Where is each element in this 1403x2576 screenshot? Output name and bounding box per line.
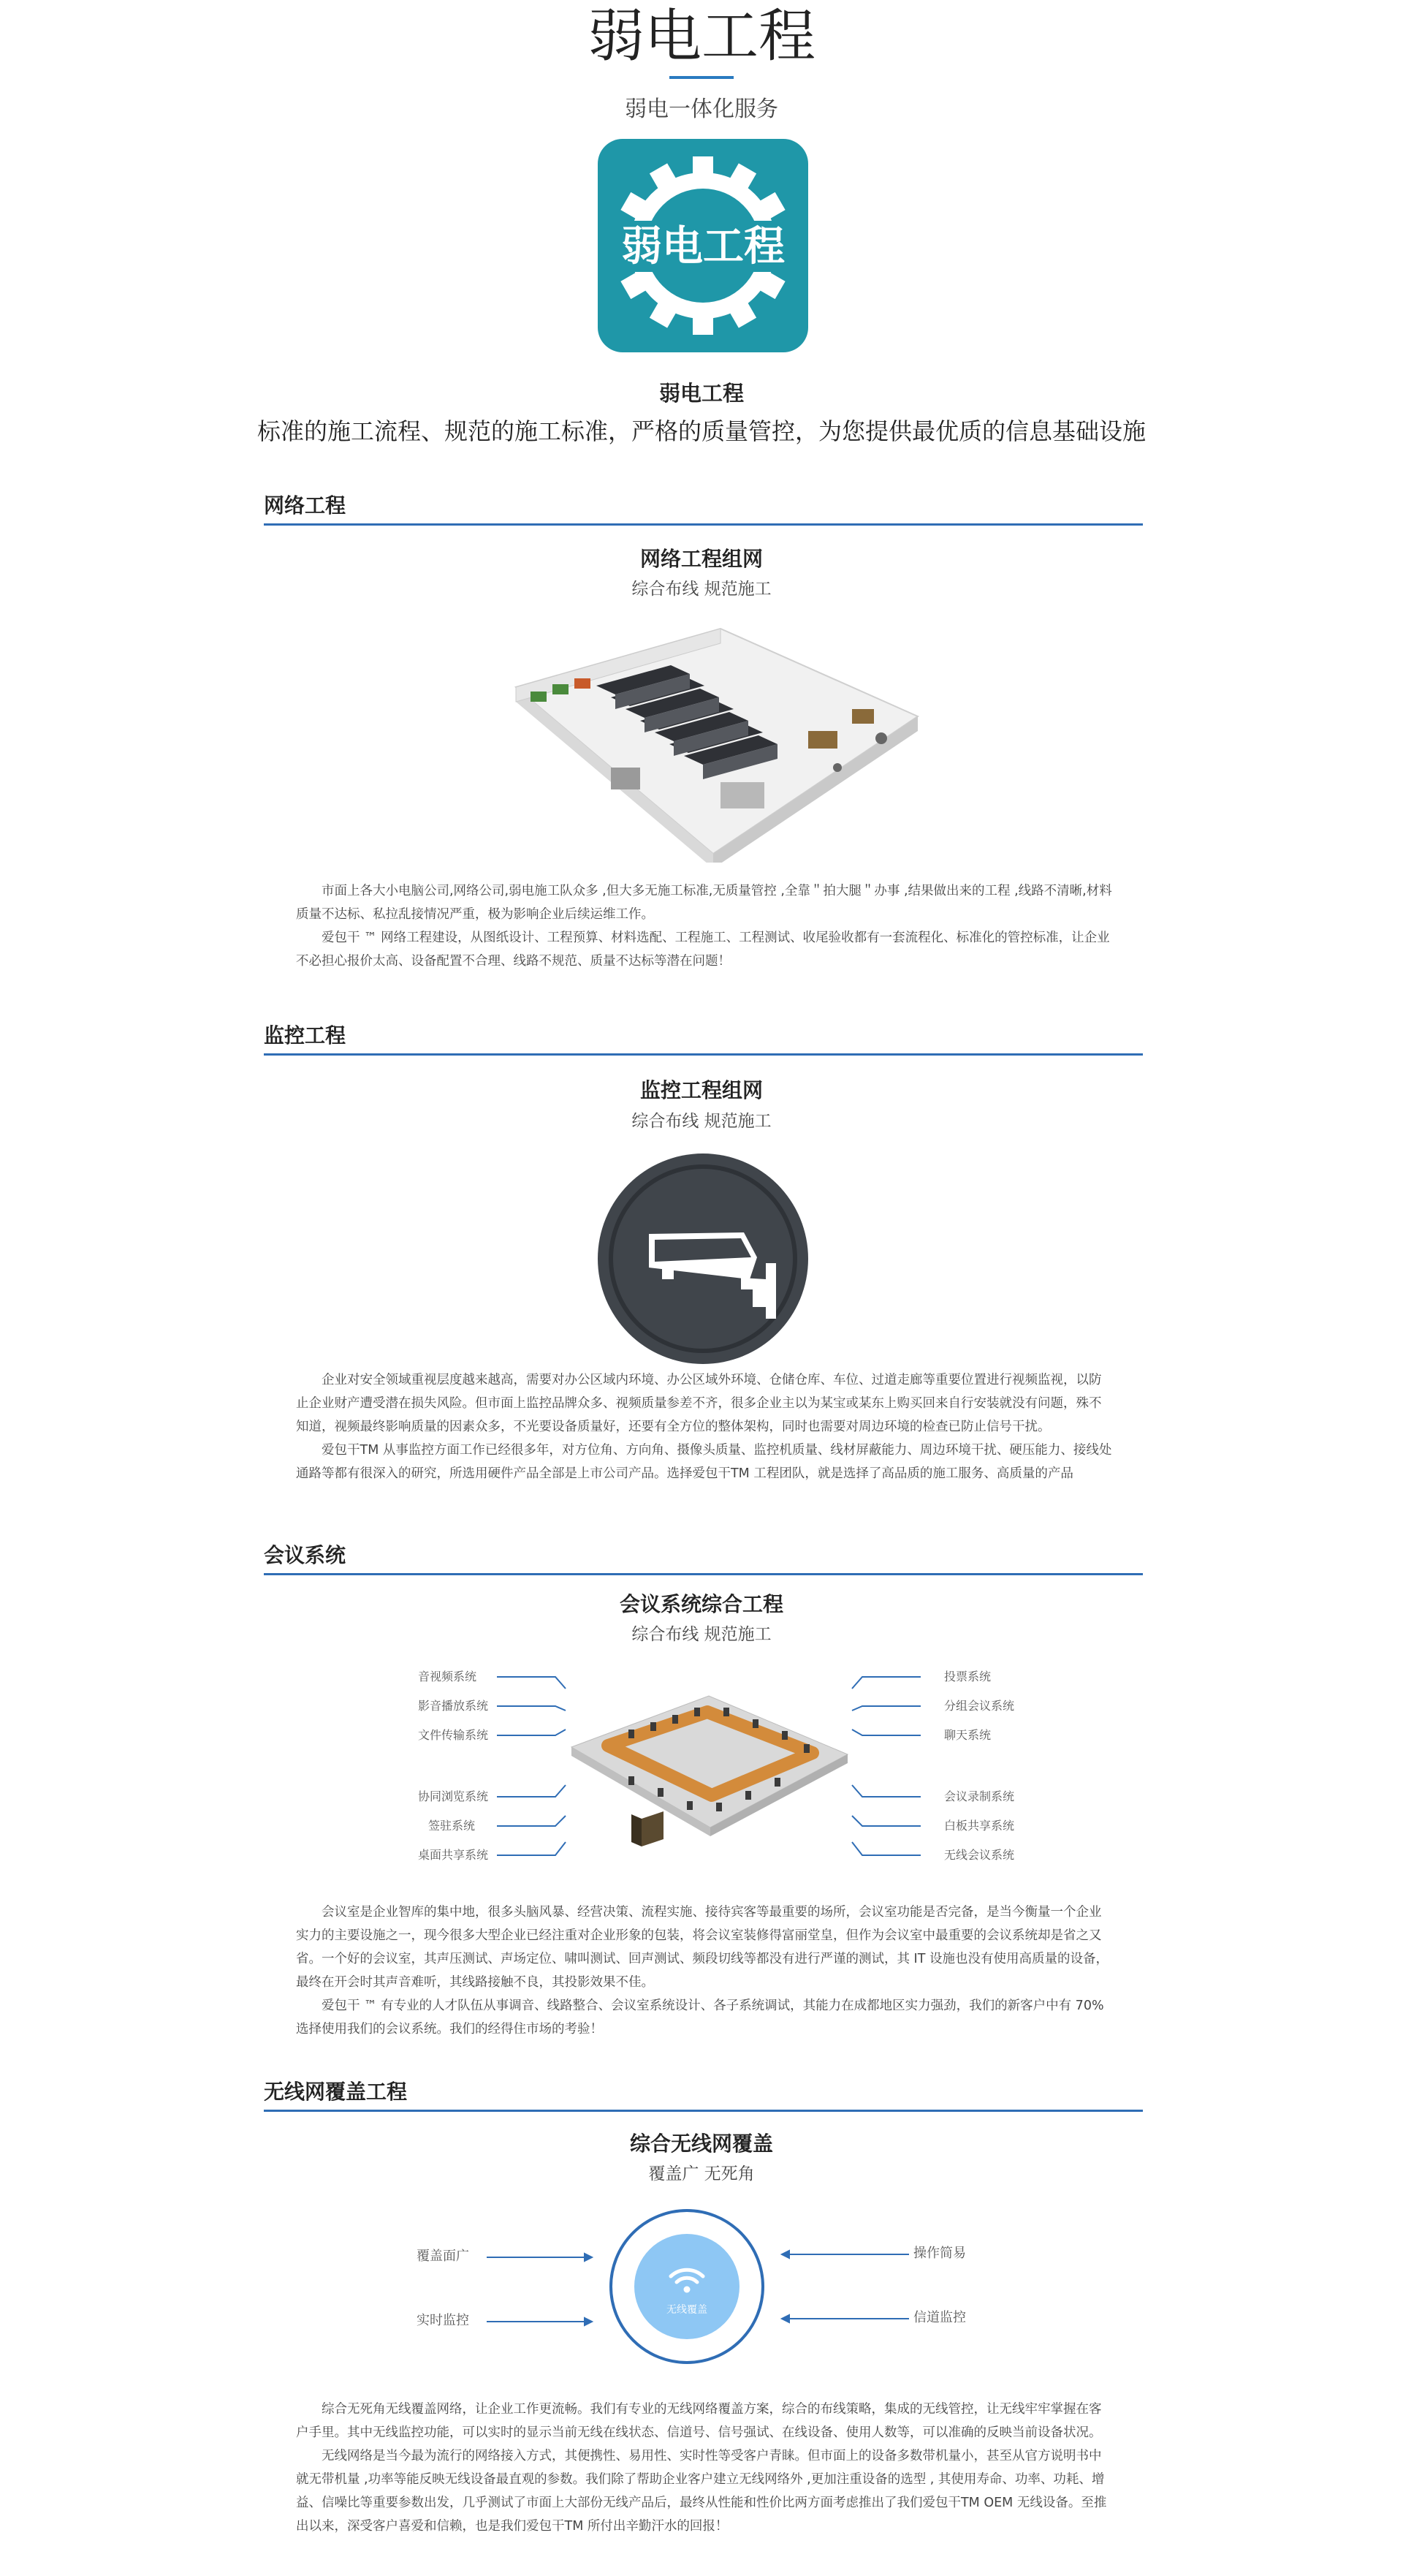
conference-feature-label: 文件传输系统 (418, 1728, 489, 1742)
conference-feature-label: 投票系统 (944, 1670, 992, 1683)
page-title: 弱电工程 (587, 4, 815, 69)
conference-paragraph-1: 会议室是企业智库的集中地，很多头脑风暴、经营决策、流程实施、接待宾客等最重要的场所，会议室功能是否完备，是当今衡量一个企业实力的主要设施之一，现今很多大型企业已经注重对企业形象的包装，将会议室装修得富丽堂皇，但作为会议室中最重要的会议系统却是省之又省。一个好的会议室，其声压测试、声场定位、啸叫测试、回声测试、频段切线等都没有进行严谨的测试，其 IT 设施也没有使用高质量的设备，最终在开会时其声音难听，其线路接触不良，其投影效果不佳。 (296, 1905, 1109, 1990)
conference-body (296, 1901, 1113, 2041)
section-label: 监控工程 (264, 1023, 346, 1048)
network-title: 网络工程组网 (639, 547, 763, 571)
section-header-monitor (264, 1017, 1143, 1056)
wireless-body (296, 2398, 1113, 2538)
intro-tagline: 标准的施工流程、规范的施工标准，严格的质量管控，为您提供最优质的信息基础设施 (256, 417, 1146, 445)
conference-feature-label: 会议录制系统 (944, 1789, 1015, 1803)
network-paragraph-1: 市面上各大小电脑公司,网络公司,弱电施工队众多 ,但大多无施工标准,无质量管控 ,全靠＂拍大腿＂办事 ,结果做出来的工程 ,线路不清晰,材料质量不达标、私拉乱接情况严重，极为影响企业后续运维工作。 (296, 884, 1112, 922)
monitor-subtitle: 综合布线 规范施工 (631, 1112, 772, 1131)
intro-name: 弱电工程 (658, 381, 744, 406)
conference-room-diagram (409, 1659, 994, 1871)
conference-title: 会议系统综合工程 (619, 1592, 783, 1616)
conference-feature-label: 签驻系统 (428, 1819, 476, 1833)
conference-feature-label: 分组会议系统 (944, 1699, 1015, 1713)
logo-text: 弱电工程 (621, 223, 785, 270)
wireless-feature-label: 信道监控 (913, 2310, 966, 2325)
section-label: 会议系统 (264, 1543, 346, 1567)
network-paragraph-2: 爱包干 ™ 网络工程建设，从图纸设计、工程预算、材料选配、工程施工、工程测试、收尾验收都有一套流程化、标准化的管控标准，让企业不必担心报价太高、设备配置不合理、线路不规范、质量不达标等潜在问题！ (296, 931, 1110, 969)
network-subtitle: 综合布线 规范施工 (631, 580, 772, 599)
conference-feature-label: 协同浏览系统 (418, 1789, 489, 1803)
wireless-feature-label: 操作简易 (913, 2246, 966, 2261)
wireless-paragraph-1: 综合无死角无线覆盖网络，让企业工作更流畅。我们有专业的无线网络覆盖方案，综合的布线策略，集成的无线管控，让无线牢牢掌握在客户手里。其中无线监控功能，可以实时的显示当前无线在线状态、信道号、信号强试、在线设备、使用人数等，可以准确的反映当前设备状况。 (296, 2402, 1102, 2440)
wireless-feature-label: 覆盖面广 (417, 2249, 469, 2264)
wireless-title: 综合无线网覆盖 (629, 2132, 773, 2156)
conference-feature-label: 聊天系统 (944, 1728, 992, 1742)
wireless-paragraph-2: 无线网络是当今最为流行的网络接入方式，其便携性、易用性、实时性等受客户青睐。但市面上的设备多数带机量小，甚至从官方说明书中就无带机量 ,功率等能反映无线设备最直观的参数。我们除了帮助企业客户建立无线网络外 ,更加注重设备的选型 , 其使用寿命、功率、功耗、增益、信噪比等重要参数出发，几乎测试了市面上大部份无线产品后，最终从性能和性价比两方面考虑推出了我们爱包干TM OEM 无线设备。至推出以来，深受客户喜爱和信赖，也是我们爱包干TM 所付出辛勤汗水的回报！ (296, 2449, 1107, 2534)
monitor-paragraph-1: 企业对安全领域重视层度越来越高，需要对办公区域内环境、办公区域外环境、仓储仓库、车位、过道走廊等重要位置进行视频监视，以防止企业财产遭受潜在损失风险。但市面上监控品牌众多、视频质量参差不齐，很多企业主以为某宝或某东上购买回来自行安装就没有问题，殊不知道，视频最终影响质量的因素众多，不光要设备质量好，还要有全方位的整体架构，同时也需要对周边环境的检查已防止信号干扰。 (296, 1373, 1102, 1434)
section-header-wireless (264, 2073, 1143, 2112)
monitor-paragraph-2: 爱包干TM 从事监控方面工作已经很多年，对方位角、方向角、摄像头质量、监控机质量、线材屏蔽能力、周边环境干扰、硬压能力、接线处通路等都有很深入的研究，所选用硬件产品全部是上市公司产品。选择爱包干TM 工程团队，就是选择了高品质的施工服务、高质量的产品 (296, 1443, 1112, 1481)
conference-feature-label: 音视频系统 (418, 1670, 477, 1683)
wireless-coverage-diagram (482, 2206, 921, 2367)
conference-subtitle: 综合布线 规范施工 (631, 1625, 772, 1644)
monitor-title: 监控工程组网 (639, 1078, 763, 1102)
section-header-conference (264, 1537, 1143, 1575)
conference-feature-label: 影音播放系统 (418, 1699, 489, 1713)
logo (598, 139, 808, 352)
conference-feature-label: 无线会议系统 (944, 1848, 1015, 1862)
wireless-subtitle: 覆盖广 无死角 (648, 2164, 755, 2183)
security-camera-icon (598, 1153, 808, 1364)
page-subtitle: 弱电一体化服务 (625, 96, 778, 122)
wireless-center-label: 无线覆盖 (666, 2304, 707, 2316)
monitor-body (296, 1368, 1113, 1485)
conference-feature-label: 桌面共享系统 (418, 1848, 489, 1862)
section-label: 无线网覆盖工程 (264, 2080, 408, 2104)
datacenter-floorplan-image (501, 621, 928, 863)
section-header-network (264, 487, 1143, 526)
section-label: 网络工程 (264, 493, 346, 518)
network-body (296, 879, 1113, 973)
wireless-feature-label: 实时监控 (417, 2313, 469, 2328)
conference-feature-label: 白板共享系统 (944, 1819, 1015, 1833)
conference-paragraph-2: 爱包干 ™ 有专业的人才队伍从事调音、线路整合、会议室系统设计、各子系统调试，其能力在成都地区实力强劲，我们的新客户中有 70% 选择使用我们的会议系统。我们的经得住市场的考验！ (296, 1999, 1104, 2037)
title-underline (669, 76, 734, 79)
